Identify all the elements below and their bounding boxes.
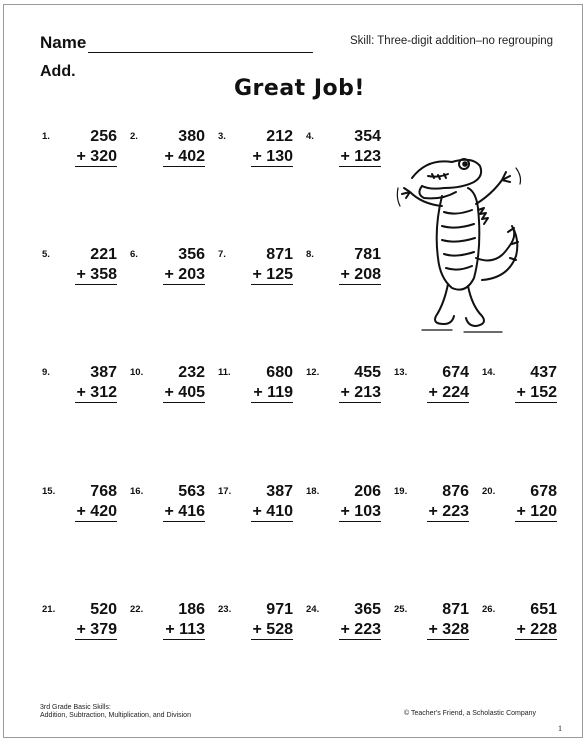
problem-6 [130,246,205,294]
addend-top: 212 [266,128,293,145]
addend-bottom: + 120 [516,503,557,520]
addend-top: 876 [442,483,469,500]
addend-top: 768 [90,483,117,500]
addend-top: 871 [442,601,469,618]
footer-copyright: © Teacher's Friend, a Scholastic Company [404,710,537,717]
addend-top: 678 [530,483,557,500]
problem-number: 8. [306,249,314,260]
addend-bottom: + 312 [76,384,117,401]
problem-8 [306,246,381,294]
addend-top: 871 [266,246,293,263]
problem-18 [306,483,381,531]
problem-number: 16. [130,486,144,497]
addend-top: 186 [178,601,205,618]
addend-top: 365 [354,601,381,618]
problem-number: 12. [306,367,320,378]
problem-number: 17. [218,486,232,497]
problem-23 [218,601,293,649]
problem-number: 26. [482,604,496,615]
addend-bottom: + 320 [76,148,117,165]
addend-top: 563 [178,483,205,500]
addend-top: 674 [442,364,469,381]
problem-number: 21. [42,604,56,615]
name-field [40,33,313,53]
page-title: Great Job! [234,76,365,101]
addend-bottom: + 405 [164,384,205,401]
problem-5 [42,246,117,294]
problem-22 [130,601,205,649]
problem-10 [130,364,205,412]
addend-top: 380 [178,128,205,145]
problem-number: 5. [42,249,50,260]
problem-3 [218,128,293,176]
page-number: 1 [558,724,562,733]
problem-number: 19. [394,486,408,497]
problem-number: 23. [218,604,232,615]
problem-number: 9. [42,367,50,378]
problem-15 [42,483,117,531]
addend-top: 680 [266,364,293,381]
problem-number: 11. [218,367,231,378]
problem-number: 10. [130,367,144,378]
addend-top: 256 [90,128,117,145]
addend-bottom: + 223 [340,621,381,638]
addend-bottom: + 223 [428,503,469,520]
name-label: Name [40,33,87,52]
addend-bottom: + 328 [428,621,469,638]
problem-17 [218,483,293,531]
problem-number: 15. [42,486,56,497]
addend-top: 221 [90,246,117,263]
problem-14 [482,364,557,412]
addend-bottom: + 123 [340,148,381,165]
addend-bottom: + 125 [252,266,293,283]
problem-16 [130,483,205,531]
addend-bottom: + 358 [76,266,117,283]
addend-top: 651 [530,601,557,618]
addend-top: 520 [90,601,117,618]
problem-26 [482,601,557,649]
problem-number: 24. [306,604,320,615]
addend-top: 232 [178,364,205,381]
addend-bottom: + 379 [76,621,117,638]
problem-1 [42,128,117,176]
problem-number: 2. [130,131,138,142]
addend-bottom: + 113 [165,621,205,638]
addend-top: 781 [354,246,381,263]
addend-bottom: + 203 [164,266,205,283]
problem-number: 13. [394,367,408,378]
alligator-icon [392,148,532,338]
instruction: Add. [40,63,76,80]
addend-top: 455 [354,364,381,381]
addend-bottom: + 152 [516,384,557,401]
problem-20 [482,483,557,531]
problem-13 [394,364,469,412]
problem-number: 14. [482,367,496,378]
addend-bottom: + 130 [252,148,293,165]
addend-bottom: + 208 [340,266,381,283]
addend-top: 356 [178,246,205,263]
problem-number: 18. [306,486,320,497]
problem-11 [218,364,293,412]
problem-9 [42,364,117,412]
skill-label: Skill: Three-digit addition–no regrouping [350,35,554,47]
addend-bottom: + 416 [164,503,205,520]
footer-line-1: 3rd Grade Basic Skills: [40,704,111,711]
addend-top: 387 [266,483,293,500]
problem-number: 1. [42,131,50,142]
addend-top: 437 [530,364,557,381]
addend-bottom: + 103 [340,503,381,520]
problem-number: 7. [218,249,226,260]
problem-4 [306,128,381,176]
addend-bottom: + 213 [340,384,381,401]
addend-bottom: + 224 [428,384,469,401]
name-line[interactable] [88,36,313,53]
problem-7 [218,246,293,294]
addend-bottom: + 528 [252,621,293,638]
problem-number: 3. [218,131,226,142]
problem-19 [394,483,469,531]
problem-number: 6. [130,249,138,260]
problem-24 [306,601,381,649]
problem-number: 22. [130,604,144,615]
footer-source [40,704,191,720]
addend-bottom: + 402 [164,148,205,165]
problem-2 [130,128,205,176]
addend-top: 971 [266,601,293,618]
addend-bottom: + 228 [516,621,557,638]
problem-number: 4. [306,131,314,142]
problem-number: 20. [482,486,496,497]
problem-21 [42,601,117,649]
problem-25 [394,601,469,649]
problem-12 [306,364,381,412]
addend-bottom: + 410 [252,503,293,520]
addend-top: 387 [90,364,117,381]
footer-line-2: Addition, Subtraction, Multiplication, and Division [40,712,191,719]
addend-top: 206 [354,483,381,500]
addend-bottom: + 420 [76,503,117,520]
addend-bottom: + 119 [253,384,293,401]
problem-number: 25. [394,604,408,615]
addend-top: 354 [354,128,381,145]
